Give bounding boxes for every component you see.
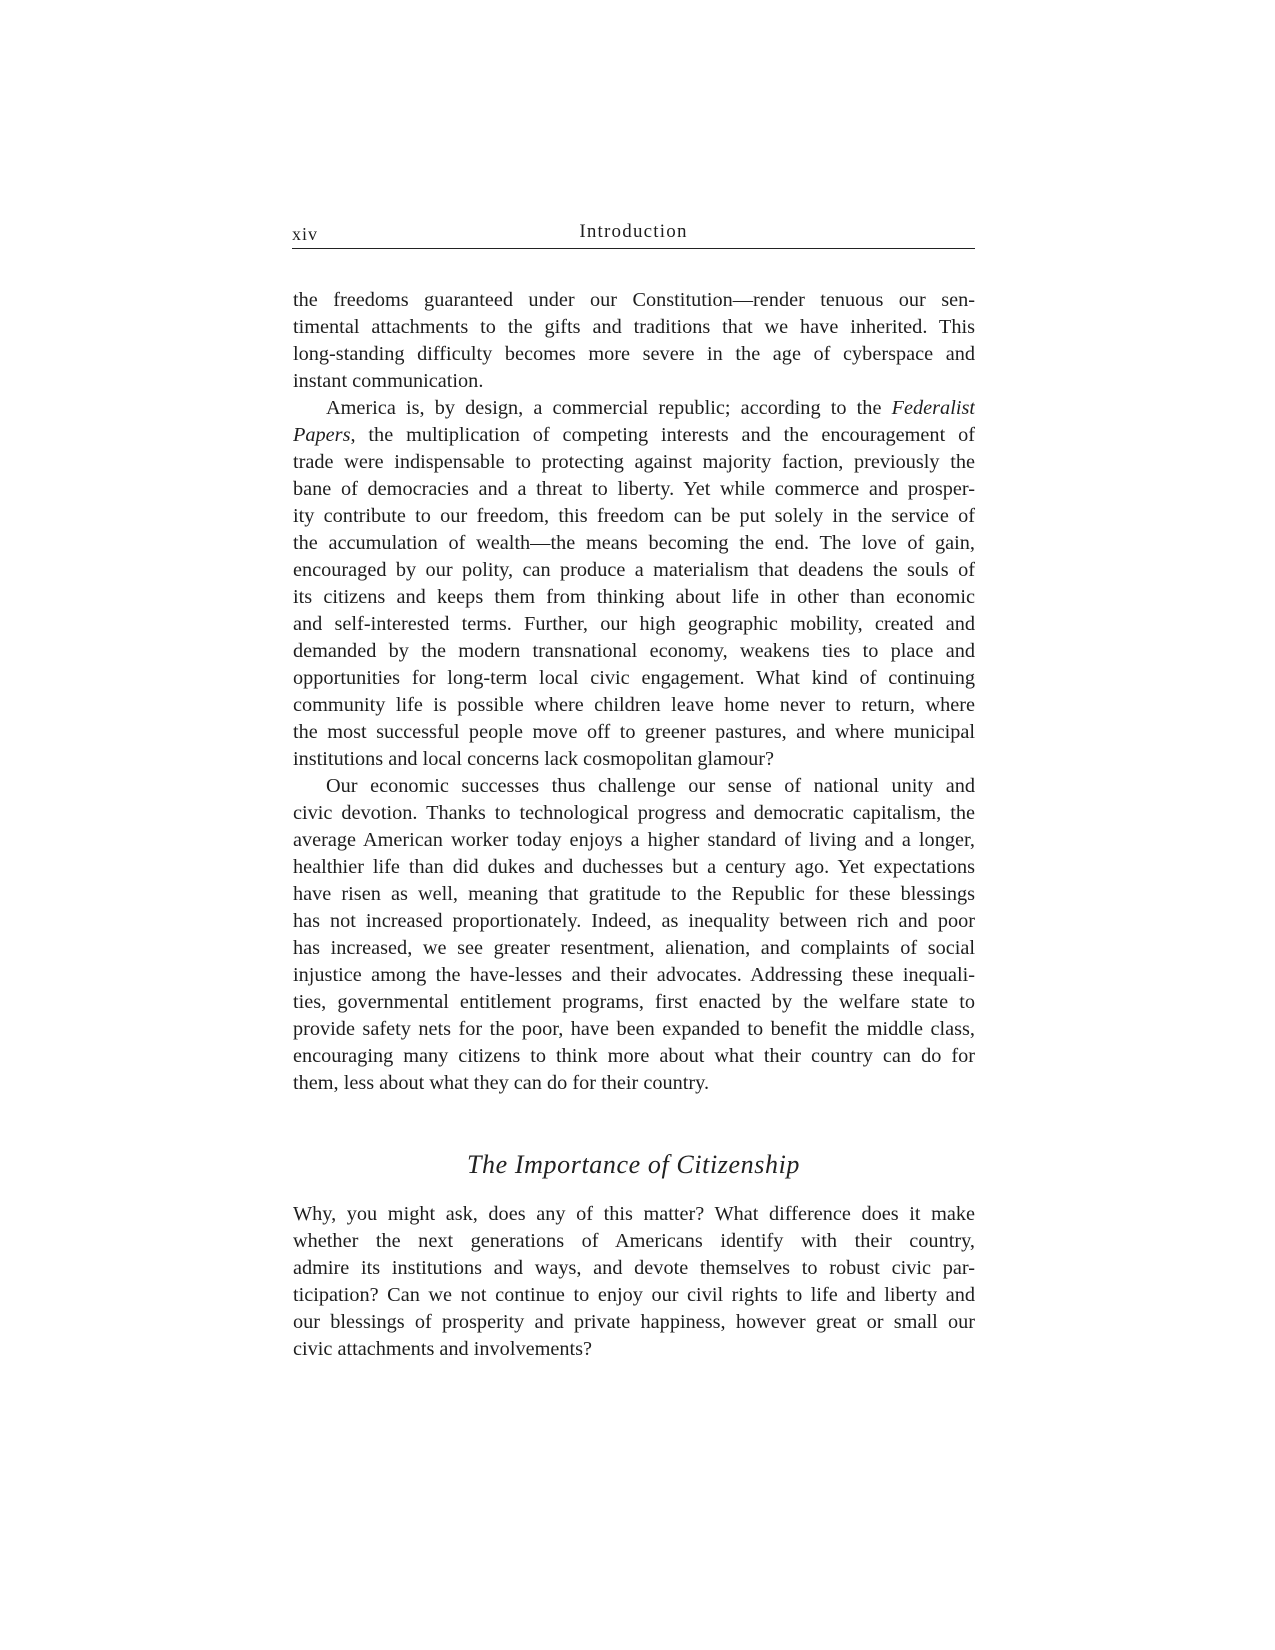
- section-heading: The Importance of Citizenship: [467, 1150, 800, 1179]
- text-line: provide safety nets for the poor, have been expanded to benefit the middle class,: [293, 1018, 975, 1040]
- text-line: civic attachments and involvements?: [293, 1338, 593, 1360]
- text-line: community life is possible where children leave home never to return, where: [293, 694, 975, 716]
- text-line: ties, governmental entitlement programs, first enacted by the welfare state to: [293, 991, 975, 1013]
- text-line: timental attachments to the gifts and traditions that we have inherited. This: [293, 316, 975, 338]
- text-line: its citizens and keeps them from thinking about life in other than economic: [293, 586, 975, 608]
- text-line: has increased, we see greater resentment, alienation, and complaints of social: [293, 937, 975, 959]
- text-run: America is, by design, a commercial republic; according to the: [326, 397, 892, 419]
- text-line: bane of democracies and a threat to liberty. Yet while commerce and prosper-: [293, 478, 975, 500]
- text-line: whether the next generations of Americans identify with their country,: [293, 1230, 975, 1252]
- text-line: encouraging many citizens to think more about what their country can do for: [293, 1045, 975, 1067]
- text-run: , the multiplication of competing interests and the encouragement of: [350, 424, 975, 446]
- text-line: the accumulation of wealth—the means becoming the end. The love of gain,: [293, 532, 975, 554]
- text-line: our blessings of prosperity and private happiness, however great or small our: [293, 1311, 975, 1333]
- text-line: long-standing difficulty becomes more severe in the age of cyberspace and: [293, 343, 975, 365]
- text-line: and self-interested terms. Further, our high geographic mobility, created and: [293, 613, 975, 635]
- text-line: injustice among the have-lesses and their advocates. Addressing these inequali-: [293, 964, 975, 986]
- text-line: them, less about what they can do for their country.: [293, 1072, 710, 1094]
- text-line: the most successful people move off to greener pastures, and where municipal: [293, 721, 975, 743]
- text-line: healthier life than did dukes and duchesses but a century ago. Yet expectations: [293, 856, 975, 878]
- running-header: [292, 218, 975, 249]
- text-line: encouraged by our polity, can produce a materialism that deadens the souls of: [293, 559, 975, 581]
- text-line: institutions and local concerns lack cosmopolitan glamour?: [293, 748, 774, 770]
- text-line: has not increased proportionately. Indeed, as inequality between rich and poor: [293, 910, 975, 932]
- page-number: xiv: [292, 224, 319, 244]
- text-line: opportunities for long-term local civic engagement. What kind of continuing: [293, 667, 975, 689]
- text-line: instant communication.: [293, 370, 484, 392]
- italic-title: Federalist: [891, 397, 975, 419]
- italic-title: Papers: [293, 424, 351, 446]
- text-line: demanded by the modern transnational economy, weakens ties to place and: [293, 640, 975, 662]
- text-line: average American worker today enjoys a higher standard of living and a longer,: [293, 829, 975, 851]
- text-line: civic devotion. Thanks to technological progress and democratic capitalism, the: [293, 802, 975, 824]
- text-line: admire its institutions and ways, and devote themselves to robust civic par-: [293, 1257, 975, 1279]
- text-line: ticipation? Can we not continue to enjoy our civil rights to life and liberty and: [293, 1284, 975, 1306]
- text-line: Our economic successes thus challenge our sense of national unity and: [326, 775, 975, 797]
- running-title: Introduction: [579, 221, 688, 242]
- text-line: [293, 422, 975, 449]
- text-line: [326, 395, 975, 422]
- text-line: trade were indispensable to protecting against majority faction, previously the: [293, 451, 975, 473]
- text-line: the freedoms guaranteed under our Constitution—render tenuous our sen-: [293, 289, 975, 311]
- text-line: have risen as well, meaning that gratitude to the Republic for these blessings: [293, 883, 975, 905]
- text-line: Why, you might ask, does any of this matter? What difference does it make: [293, 1203, 975, 1225]
- text-line: ity contribute to our freedom, this freedom can be put solely in the service of: [293, 505, 975, 527]
